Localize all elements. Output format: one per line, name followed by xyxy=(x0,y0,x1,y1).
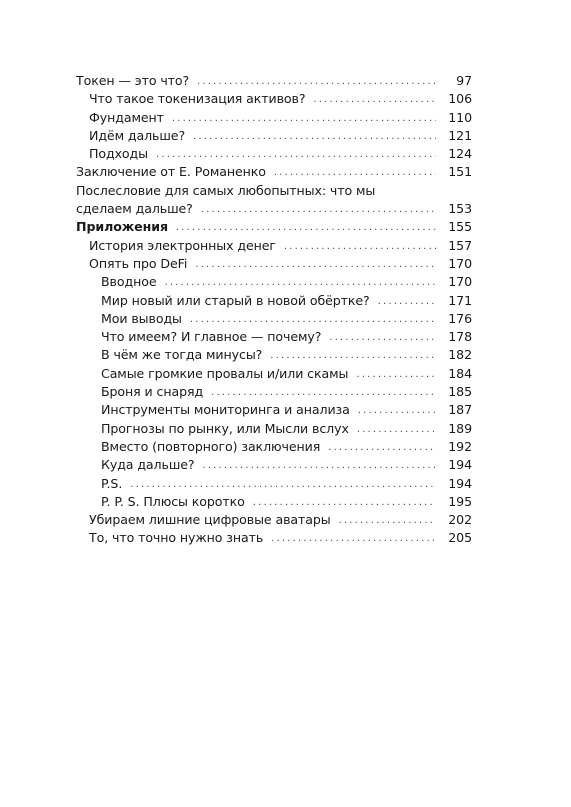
toc-entry-page: 182 xyxy=(448,347,472,363)
dot-leader xyxy=(156,146,436,164)
toc-entry-title: Заключение от Е. Романенко xyxy=(76,164,266,180)
toc-entry-title: Вводное xyxy=(101,274,157,290)
toc-entry-title: P. P. S. Плюсы коротко xyxy=(101,493,245,509)
dot-leader xyxy=(202,457,436,475)
toc-entry-page: 151 xyxy=(448,164,472,180)
toc-entry-page: 194 xyxy=(448,457,472,473)
dot-leader xyxy=(339,512,436,530)
toc-entry-title: Опять про DeFi xyxy=(89,255,188,271)
toc-entry xyxy=(76,475,472,493)
dot-leader xyxy=(357,421,436,439)
toc-entry-page: 192 xyxy=(448,438,472,454)
toc-entry xyxy=(76,511,472,529)
table-of-contents xyxy=(76,72,472,548)
toc-entry-title: Послесловие для самых любопытных: что мы xyxy=(76,182,376,198)
toc-entry-page: 153 xyxy=(448,201,472,217)
dot-leader xyxy=(176,219,436,237)
toc-entry xyxy=(76,218,472,236)
toc-entry-page: 110 xyxy=(448,109,472,125)
dot-leader xyxy=(201,201,436,219)
dot-leader xyxy=(193,128,436,146)
toc-entry-page: 194 xyxy=(448,475,472,491)
toc-entry xyxy=(76,346,472,364)
toc-entry-title: Приложения xyxy=(76,219,168,235)
toc-entry-page: 205 xyxy=(448,530,472,546)
dot-leader xyxy=(313,91,436,109)
toc-entry xyxy=(76,438,472,456)
toc-entry-title: P.S. xyxy=(101,475,123,491)
toc-entry-title: Подходы xyxy=(89,146,148,162)
toc-entry-page: 189 xyxy=(448,420,472,436)
toc-entry-title: Убираем лишние цифровые аватары xyxy=(89,512,331,528)
dot-leader xyxy=(130,476,436,494)
dot-leader xyxy=(172,110,436,128)
dot-leader xyxy=(356,366,436,384)
dot-leader xyxy=(164,274,436,292)
toc-entry-title: Вместо (повторного) заключения xyxy=(101,438,321,454)
toc-entry xyxy=(76,145,472,163)
toc-entry-title: Инструменты мониторинга и анализа xyxy=(101,402,350,418)
toc-entry-title: Идём дальше? xyxy=(89,127,186,143)
dot-leader xyxy=(190,311,436,329)
dot-leader xyxy=(195,256,436,274)
toc-entry-page: 170 xyxy=(448,274,472,290)
toc-entry xyxy=(76,493,472,511)
toc-entry-page: 106 xyxy=(448,91,472,107)
toc-entry-title: То, что точно нужно знать xyxy=(89,530,264,546)
toc-entry xyxy=(76,328,472,346)
toc-entry-page: 124 xyxy=(448,146,472,162)
dot-leader xyxy=(378,293,436,311)
dot-leader xyxy=(271,530,436,548)
toc-entry-title: Токен — это что? xyxy=(76,73,190,88)
toc-entry-title: сделаем дальше? xyxy=(76,201,193,217)
toc-entry-page: 157 xyxy=(448,237,472,253)
toc-entry xyxy=(76,163,472,181)
toc-entry-title: История электронных денег xyxy=(89,237,276,253)
dot-leader xyxy=(284,238,436,256)
toc-entry-page: 97 xyxy=(456,73,472,88)
toc-entry-title: Что имеем? И главное — почему? xyxy=(101,329,322,345)
toc-entry-page: 184 xyxy=(448,365,472,381)
toc-entry-title: Мир новый или старый в новой обёртке? xyxy=(101,292,370,308)
toc-entry xyxy=(76,310,472,328)
toc-entry-title: Броня и снаряд xyxy=(101,384,204,400)
toc-entry xyxy=(76,456,472,474)
toc-entry-title: Куда дальше? xyxy=(101,457,195,473)
toc-entry-page: 171 xyxy=(448,292,472,308)
toc-entry xyxy=(76,273,472,291)
toc-entry xyxy=(76,420,472,438)
toc-entry-page: 187 xyxy=(448,402,472,418)
toc-entry-title: В чём же тогда минусы? xyxy=(101,347,263,363)
toc-entry-title: Фундамент xyxy=(89,109,164,125)
toc-entry xyxy=(76,383,472,401)
toc-entry-page: 155 xyxy=(448,219,472,235)
toc-entry-title: Мои выводы xyxy=(101,310,182,326)
toc-entry-page: 178 xyxy=(448,329,472,345)
dot-leader xyxy=(253,494,436,512)
dot-leader xyxy=(329,329,436,347)
toc-entry-page: 176 xyxy=(448,310,472,326)
toc-entry xyxy=(76,365,472,383)
toc-entry xyxy=(76,255,472,273)
toc-entry xyxy=(76,90,472,108)
dot-leader xyxy=(270,347,436,365)
toc-entry-page: 170 xyxy=(448,255,472,271)
toc-entry xyxy=(76,200,472,218)
toc-entry-title: Прогнозы по рынку, или Мысли вслух xyxy=(101,420,349,436)
toc-entry xyxy=(76,127,472,145)
dot-leader xyxy=(197,73,436,91)
dot-leader xyxy=(328,439,436,457)
toc-entry-title: Что такое токенизация активов? xyxy=(89,91,306,107)
toc-entry-page: 121 xyxy=(448,127,472,143)
toc-entry-title: Самые громкие провалы и/или скамы xyxy=(101,365,349,381)
toc-entry xyxy=(76,292,472,310)
toc-entry xyxy=(76,182,472,200)
toc-entry-page: 185 xyxy=(448,384,472,400)
toc-entry xyxy=(76,237,472,255)
toc-entry xyxy=(76,109,472,127)
toc-entry xyxy=(76,529,472,547)
toc-entry-page: 202 xyxy=(448,512,472,528)
dot-leader xyxy=(211,384,436,402)
dot-leader xyxy=(358,402,436,420)
dot-leader xyxy=(274,164,436,182)
toc-entry-page: 195 xyxy=(448,493,472,509)
toc-entry xyxy=(76,72,472,90)
toc-entry xyxy=(76,401,472,419)
